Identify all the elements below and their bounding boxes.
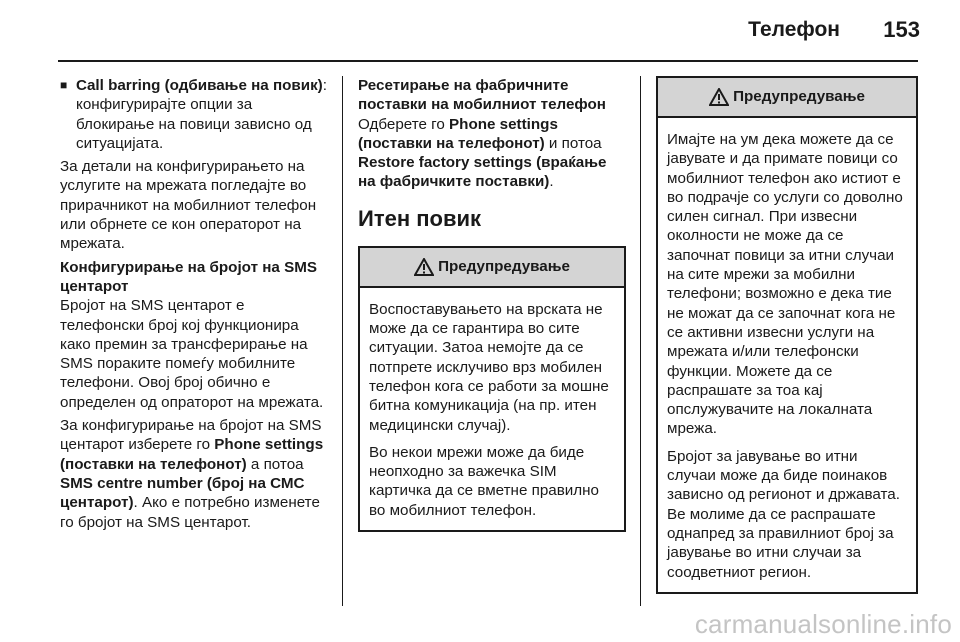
text-run: Одберете го [358, 115, 450, 133]
sms-centre-heading: Конфигурирање на бројот на SMS центарот [60, 258, 317, 295]
restore-factory-settings-term: Restore factory settings (враќање на фабричките поставки) [358, 154, 607, 191]
sms-centre-config-paragraph [60, 416, 328, 532]
text-run: . [549, 173, 554, 191]
warning-box [358, 246, 626, 532]
header-divider [58, 60, 918, 62]
phone-settings-term: Phone settings (поставки на телефонот) [358, 115, 558, 152]
page-header [0, 0, 960, 60]
warning-title: Предупредување [733, 88, 865, 106]
warning-paragraph-2: Во некои мрежи може да биде неопходно за важечка SIM картичка да се вметне правилно во мобилниот телефон. [369, 443, 599, 519]
column-divider-1 [342, 76, 343, 606]
text-run: За конфигурирање на бројот на SMS центарот изберете го [60, 417, 322, 454]
warning-triangle-icon [709, 88, 729, 106]
factory-reset-heading: Ресетирање на фабричните поставки на мобилниот телефон [358, 77, 606, 114]
sms-centre-number-term: SMS centre number (број на СМС центарот) [60, 474, 305, 512]
column-3 [656, 76, 918, 594]
bullet-square-icon: ■ [60, 78, 68, 92]
watermark: carmanualsonline.info [694, 609, 952, 639]
factory-reset-paragraph [358, 115, 626, 192]
text-run: . Ако е потребно изменете го бројот на SMS центарот. [60, 494, 320, 531]
warning-title: Предупредување [438, 258, 570, 276]
page-title: Телефон [748, 18, 840, 41]
warning-triangle-icon [414, 258, 434, 276]
list-item-call-barring [60, 76, 328, 153]
bullet-text [76, 76, 328, 153]
warning-paragraph-1: Воспоставувањето на врската не може да се гарантира во сите ситуации. Затоа немојте да се потпрете исклучиво врз мобилен телефон кога се работи за мошне битна комуникација (на пр. итен медицински случај). [369, 300, 609, 434]
warning-paragraph-1: Имајте на ум дека можете да се јавувате и да примате повици со мобилниот телефон ако истиот е во подрачје со услуги со доволно силен сигнал. При извесни околности не може да се започнат повици за итни случаи на сите мрежи за мобилни телефони; возможно е дека тие не можат да се започнат кога не се активни извесни услуги на мрежата и/или телефонски функции. Можете да се распрашате за тоа кај опслужувачите на локалната мрежа. [667, 131, 903, 438]
warning-header [360, 248, 624, 288]
column-divider-2 [640, 76, 641, 606]
text-run: а потоа [246, 455, 304, 473]
warning-paragraph-2: Бројот за јавување во итни случаи може да биде поинаков зависно од регионот и државата. Ве молиме да се распрашате однапред за правилниот број за јавување во итни случаи за соодветниот регион. [667, 447, 900, 581]
column-2 [358, 76, 626, 532]
column-1 [60, 76, 328, 536]
warning-box [656, 76, 918, 594]
call-barring-desc: : конфигурирајте опции за блокирање на повици зависно од ситуацијата. [76, 77, 327, 152]
text-run: и потоа [544, 134, 602, 152]
warning-body [658, 118, 916, 592]
emergency-call-heading: Итен повик [358, 205, 482, 231]
sms-centre-paragraph: Бројот на SMS центарот е телефонски број кој функционира како премин за трансферирање на SMS пораките помеѓу мобилните телефони. Овој број обично е определен од опраторот на мрежата. [60, 297, 324, 411]
call-barring-term: Call barring (одбивање на повик) [76, 77, 323, 94]
phone-settings-term: Phone settings (поставки на телефонот) [60, 436, 324, 473]
warning-body [360, 288, 624, 530]
warning-header [658, 78, 916, 118]
network-services-paragraph: За детали на конфигурирањето на услугите на мрежата погледајте во прирачникот на мобилниот телефон или обрнете се кон операторот на мрежата. [60, 158, 317, 253]
page-number: 153 [883, 17, 920, 42]
